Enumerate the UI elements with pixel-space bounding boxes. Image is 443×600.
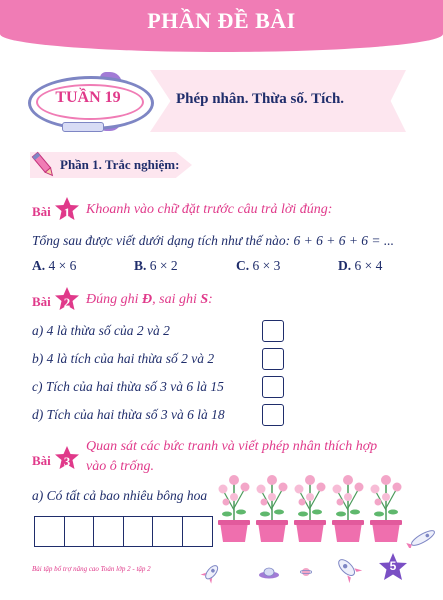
ufo-icon [258,566,280,580]
option-d-letter: D. [338,258,352,273]
exercise-3-number: 3 [63,454,71,469]
zeppelin-gondola [62,122,104,132]
option-a[interactable] [32,258,76,274]
option-d-text: 6 × 4 [354,258,383,273]
exercise-2-instruction [86,292,213,308]
instruction-mid: , sai ghi [152,292,201,307]
option-b-letter: B. [134,258,147,273]
statement-d: d) Tích của hai thừa số 3 và 6 là 18 [32,407,225,422]
option-b[interactable] [134,258,178,274]
exercise-2-number: 2 [63,295,71,310]
false-mark: S [200,292,209,307]
answer-box-b[interactable] [262,348,284,370]
answer-box-a[interactable] [262,320,284,342]
planet-icon [300,566,312,578]
week-label: TUẦN 19 [55,89,121,106]
pencil-icon [30,150,56,180]
footer-text: Bài tập bổ trợ nâng cao Toán lớp 2 - tập 2 [32,565,151,573]
statement-b: b) 4 là tích của hai thừa số 2 và 2 [32,351,215,366]
rocket-icon [406,528,440,548]
exercise-1-instruction: Khoanh vào chữ đặt trước câu trả lời đúng: [86,202,333,217]
exercise-2-label: Bài [32,294,51,309]
page-number: 5 [389,559,397,573]
answer-cell[interactable] [93,516,124,547]
part-title: Phần 1. Trắc nghiệm: [60,157,180,172]
answer-box-d[interactable] [262,404,284,426]
exercise-3-question: a) Có tất cả bao nhiêu bông hoa [32,488,208,503]
answer-cell[interactable] [64,516,95,547]
flower-pots-illustration [212,470,434,550]
exercise-3-instruction-line2: vào ô trống. [86,459,155,474]
answer-cell[interactable] [34,516,65,547]
exercise-1-question: Tổng sau được viết dưới dạng tích như thế nào: 6 + 6 + 6 + 6 = ... [32,233,395,248]
option-a-text: 4 × 6 [48,258,77,273]
option-c[interactable] [236,258,280,274]
flower-pot-icon [218,475,250,542]
answer-cell[interactable] [123,516,154,547]
option-c-text: 6 × 3 [252,258,281,273]
exercise-3-label: Bài [32,453,51,468]
instruction-suffix: : [208,292,213,307]
option-a-letter: A. [32,258,46,273]
instruction-prefix: Đúng ghi [86,292,142,307]
rocket-icon [334,555,362,583]
option-c-letter: C. [236,258,250,273]
week-topic: Phép nhân. Thừa số. Tích. [175,91,345,107]
answer-box-c[interactable] [262,376,284,398]
statement-c: c) Tích của hai thừa số 3 và 6 là 15 [32,379,224,394]
exercise-1-label: Bài [32,204,51,219]
answer-grid [34,516,211,547]
exercise-1-number: 1 [63,205,71,220]
answer-cell[interactable] [182,516,213,547]
exercise-3-instruction-line1: Quan sát các bức tranh và viết phép nhân thích hợp [86,439,378,454]
statement-a: a) 4 là thừa số của 2 và 2 [32,323,170,338]
page-title: PHẦN ĐỀ BÀI [147,8,296,33]
option-d[interactable] [338,258,382,274]
option-b-text: 6 × 2 [149,258,178,273]
answer-cell[interactable] [152,516,183,547]
rocket-icon [200,562,222,584]
true-mark: Đ [142,292,153,307]
